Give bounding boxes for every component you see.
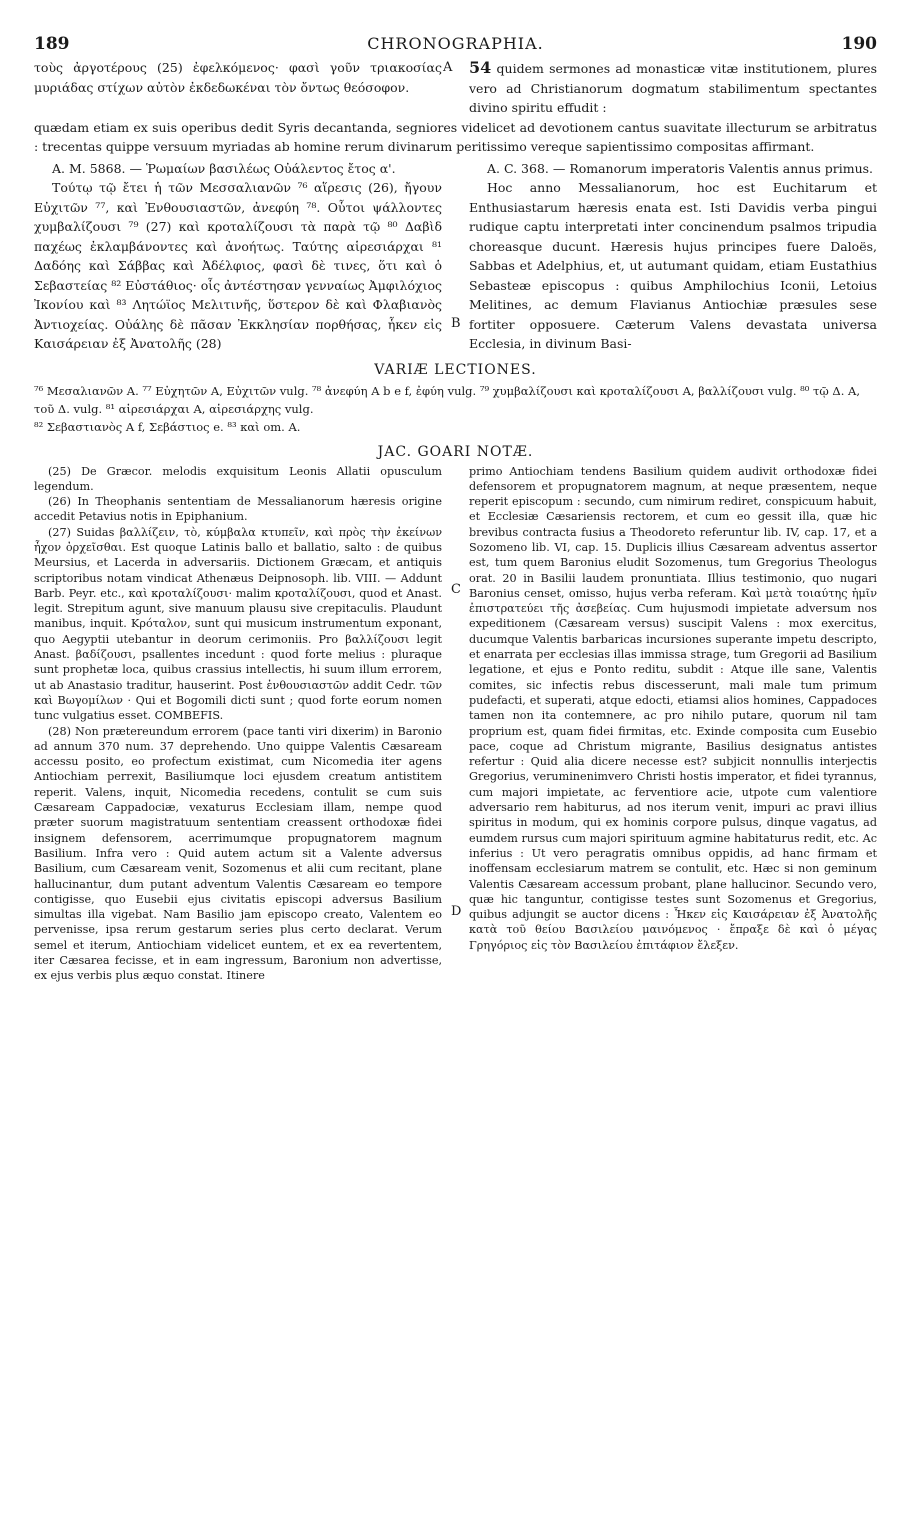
page bbox=[34, 34, 877, 984]
note-27: (27) Suidas βαλλίζειν, τὸ, κύμβαλα κτυπεῖν, καὶ πρὸς τὴν ἐκείνων ἦχον ὀρχεῖσθαι. Est quoque Latinis ballo et ballatio, salto : de quibus Meursius, et Lacerda in adversariis. Dictionem Græcam, et antiquis scriptoribus notam vindicat Athenæus Deipnosoph. lib. VIII. — Addunt Barb. Peyr. etc., καὶ κροταλίζουσι· malim κροταλίζουσι, quod et Anast. legit. Strepitum agunt, sive manuum plausu sive crepitaculis. Plaudunt manibus, inquit. Κρόταλον, sunt qui musicum instrumentum exponant, quo Aegyptii utebantur in deorum cerimoniis. Pro βαλλίζουσι legit Anast. βαδίζουσι, psallentes incedunt : quod forte melius : pluraque sunt prophetæ loca, quibus crassius intellectis, hi suum illum errorem, ut ab Anastasio traditur, hauserint. Post ἐνθουσιαστῶν addit Cedr. τῶν καὶ Βωγομίλων · Qui et Bogomili dicti sunt ; quod forte eorum nomen tunc vulgatius esset. COMBEFIS. bbox=[34, 525, 442, 723]
variae-line-1: ⁷⁶ Μεσαλιανῶν A. ⁷⁷ Εὐχητῶν A, Εὐχιτῶν vulg. ⁷⁸ ἀνεφύη A b e f, ἐφύη vulg. ⁷⁹ χυμβαλίζουσι καὶ κροταλίζουσι A, βαλλίζουσι vulg. ⁸⁰ τῷ Δ. A, τοῦ Δ. vulg. ⁸¹ αἱρεσιάρχαι A, αἱρεσιάρχης vulg. bbox=[34, 383, 860, 416]
year-heading bbox=[34, 159, 877, 179]
note-26: (26) In Theophanis sententiam de Messalianorum hæresis origine accedit Petavius notis in Epiphanium. bbox=[34, 495, 442, 524]
latin-text: Hoc anno Messalianorum, hoc est Euchitarum et Enthusiastarum hæresis enata est. Isti Davidis verba pingui rudique captu interpretati inter concinendum psalmos tripudia choreasque ducunt. Hæresis hujus principes fuere Daloës, Sabbas et Adelphius, et, ut autumant quidam, etiam Eustathius Sebasteæ episcopus : quibus Amphilochius Iconii, Letoius Melitines, ac demum Flavianus Antiochiæ præsules sese fortiter opposuere. Cæterum Valens devastata universa Ecclesia, in divinum Basi- bbox=[469, 180, 877, 351]
latin-year-heading: A. C. 368. — Romanorum imperatoris Valentis annus primus. bbox=[487, 160, 874, 176]
page-number-right: 190 bbox=[841, 34, 877, 54]
top-columns bbox=[34, 58, 877, 118]
running-title: CHRONOGRAPHIA. bbox=[367, 34, 544, 53]
greek-continuation: τοὺς ἀργοτέρους (25) ἐφελκόμενος· φασὶ γοῦν τριακοσίας μυριάδας στίχων αὐτὸν ἐκδεδωκέναι τὸν ὄντως θεόσοφον. bbox=[34, 60, 442, 95]
margin-marker-a: A bbox=[443, 60, 453, 75]
notes-title: JAC. GOARI NOTÆ. bbox=[377, 443, 534, 460]
latin-continuation: quidem sermones ad monasticæ vitæ institutionem, plures vero ad Christianorum dogmatum stabilimentum spectantes divino spiritu effudit : bbox=[469, 61, 877, 115]
margin-marker-c: C bbox=[451, 581, 461, 597]
note-28-continuation: primo Antiochiam tendens Basilium quidem audivit orthodoxæ fidei defensorem et propugnatorem magnum, at neque præsentem, neque reperit episcopum : secundo, cum nimirum rediret, conspicuum habuit, et Ecclesiæ Cæsariensis rectorem, et cum eo gessit illa, quæ hic brevibus contracta fusius a Theodoreto referuntur lib. IV, cap. 17, et a Sozomeno lib. VI, cap. 15. Duplicis illius Cæsaream adventus assertor est, tum quem Baronius eludit Sozomenus, tum Gregorius Theologus orat. 20 in Basilii laudem pronuntiata. Illius testimonio, quo nugari Baronius censet, omisso, hujus verba referam. Καὶ μετὰ τοιαύτης ἡμῖν ἐπιστρατεύει τῆς ἀσεβείας. Cum hujusmodi impietate adversum nos expeditionem (Cæsaream versus) suscipit Valens : mox exercitus, ducumque Valentis barbaricas incursiones superante impetu descripto, et enarrata per ecclesias illas immissa strage, tum Gregorii ad Basilium legatione, et ejus e Ponto reditu, subdit : Atque ille sane, Valentis comites, sic infectis rebus discesserunt, mali male tum primum pudefacti, et superati, atque edocti, etiamsi alios homines, Cappadoces tamen non ita contemnere, ac pro nihilo putare, quorum nil tam proprium est, quam fidei firmitas, etc. Exinde composita cum Eusebio pace, coque ad Christum migrante, Basilius designatus antistes refertur : Quid alia dicere necesse est? subjicit nonnullis interjectis Gregorius, veruminenimvero Christi hostis imperator, et fidei tyrannus, cum majori impietate, ac ferventiore acie, utpote cum valentiore adversario rem habiturus, ad nos iterum venit, impuri ac pravi illius spiritus in modum, qui ex hominis corpore pulsus, dinque vagatus, ad eumdem rursus cum majori spirituum agmine habitaturus redit, etc. Ac inferius : Ut vero peragratis omnibus oppidis, ad hanc firmam et inoffensam ecclesiarum matrem se contulit, etc. Hæc si non geminum Valentis Cæsaream accessum probant, plane hallucinor. Secundo vero, quæ hic tanguntur, contigisse testes sunt Sozomenus et Gregorius, quibus adjungit se auctor dicens : Ἧκεν εἰς Καισάρειαν ἐξ Ἀνατολῆς κατὰ τοῦ θείου Βασιλείου μαινόμενος · ἔπραξε δὲ καὶ ὁ μέγας Γρηγόριος εἰς τὸν Βασιλείου ἐπιτάφιον ἔλεξεν. bbox=[469, 464, 877, 952]
greek-text: Τούτῳ τῷ ἔτει ἡ τῶν Μεσσαλιανῶν ⁷⁶ αἵρεσις (26), ἤγουν Εὐχιτῶν ⁷⁷, καὶ Ἐνθουσιαστῶν, ἀνεφύη ⁷⁸. Οὗτοι ψάλλοντες χυμβαλίζουσι ⁷⁹ (27) καὶ κροταλίζουσι τὰ παρὰ τῷ ⁸⁰ Δαβὶδ παχέως ἐκλαμβάνοντες καὶ ἀνοήτως. Ταύτης αἱρεσιάρχαι ⁸¹ Δαδόης καὶ Σάββας καὶ Ἀδέλφιος, φασὶ δὲ τινες, ὅτι καὶ ὁ Σεβαστείας ⁸² Εὐστάθιος· οἷς ἀντέστησαν γενναίως Ἀμφιλόχιος Ἰκονίου καὶ ⁸³ Λητώϊος Μελιτινῆς, ὕστερον δὲ καὶ Φλαβιανὸς Ἀντιοχείας. Οὐάλης δὲ πᾶσαν Ἐκκλησίαν πορθήσας, ἧκεν εἰς Καισάρειαν ἐξ Ἀνατολῆς (28) bbox=[34, 180, 442, 351]
note-28: (28) Non prætereundum errorem (pace tanti viri dixerim) in Baronio ad annum 370 num. 37 deprehendo. Uno quippe Valentis Cæsaream accessu posito, eo profectum existimat, cum Nicomedia iter agens Antiochiam perrexit, Basiliumque loci ejusdem creatum antistitem reperit. Valens, inquit, Nicomedia recedens, contulit se cum suis Cæsaream Cappadociæ, vexaturus Ecclesiam illam, nempe quod præter suorum magistratuum sententiam creassent orthodoxæ fidei insignem defensorem, acerrimumque propugnatorem magnum Basilium. Infra vero : Quid autem actum sit a Valente adversus Basilium, cum Cæsaream venit, Sozomenus et alii cum recitant, plane hallucinantur, dum putant adventum Valentis Cæsaream eo tempore contigisse, quo Eusebii ejus civitatis episcopi adversus Basilium simultas illa vigebat. Nam Basilio jam episcopo creato, Valentem eo pervenisse, ipsa rerum gestarum series plus certo declarat. Verum semel et iterum, Antiochiam videlicet euntem, et ex ea revertentem, iter Cæsarea fecisse, et in eam ingressum, Baronium non advertisse, ex ejus verbis plus æquo constat. Itinere bbox=[34, 724, 442, 983]
variae-line-2: ⁸² Σεβαστιανὸς A f, Σεβάστιος e. ⁸³ καὶ om. A. bbox=[34, 419, 301, 434]
column-number-54: 54 bbox=[469, 58, 492, 77]
notes-right-column bbox=[451, 464, 877, 984]
note-25: (25) De Græcor. melodis exquisitum Leonis Allatii opusculum legendum. bbox=[34, 464, 442, 493]
notes-columns bbox=[34, 464, 877, 984]
running-header bbox=[34, 34, 877, 58]
margin-marker-d: D bbox=[451, 903, 462, 919]
full-width-line: quædam etiam ex suis operibus dedit Syris decantanda, segniores videlicet ad devotionem cantus suavitate illecturum se arbitratus : trecentas quippe versuum myriadas ab homine rerum divinarum peritissimo vereque sapientissimo compositas affirmant. bbox=[34, 119, 877, 154]
notes-left-column bbox=[34, 464, 442, 984]
greek-year-heading: A. M. 5868. — Ῥωμαίων βασιλέως Οὐάλεντος ἔτος α'. bbox=[52, 160, 396, 176]
margin-marker-b: B bbox=[451, 316, 461, 331]
page-number-left: 189 bbox=[34, 34, 70, 54]
main-columns bbox=[34, 178, 877, 354]
variae-lectiones-title: VARIÆ LECTIONES. bbox=[374, 361, 537, 378]
